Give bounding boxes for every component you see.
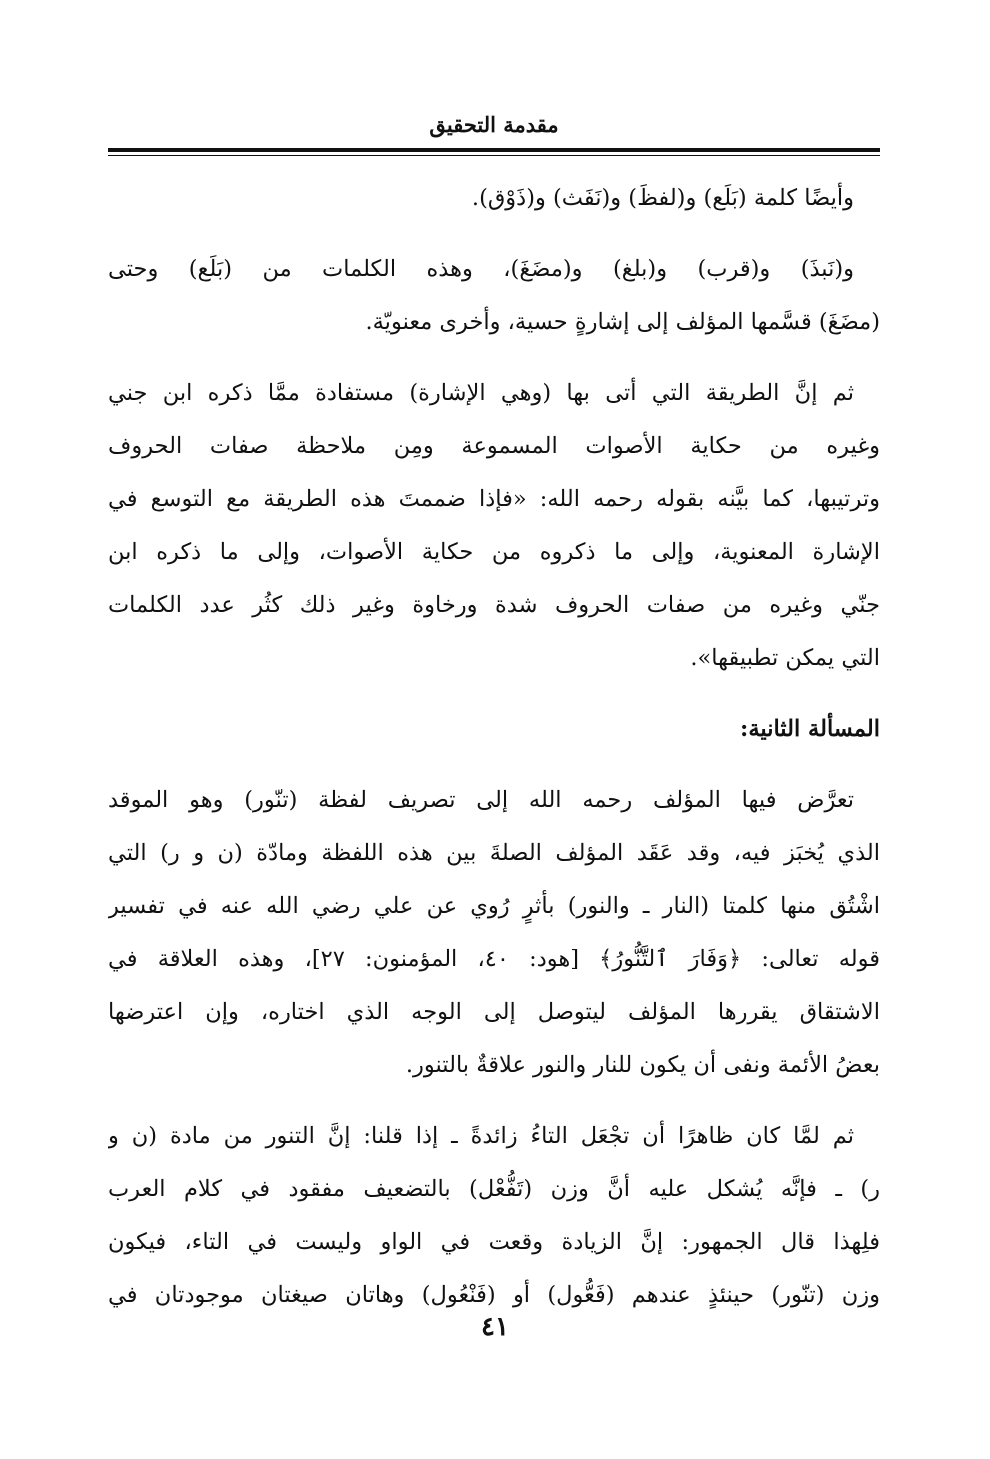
- text-line: فلِهذا قال الجمهور: إنَّ الزيادة وقعت في الواو وليست في التاء، فيكون: [108, 1229, 880, 1255]
- text-line: ر) ـ فإنَّه يُشكل عليه أنَّ وزن (تَفُّعْل) بالتضعيف مفقود في كلام العرب: [108, 1176, 880, 1202]
- header-rule-thin: [108, 155, 880, 156]
- text-line: المسألة الثانية:: [740, 716, 880, 742]
- text-line: ثم لمَّا كان ظاهرًا أن تجْعَل التاءُ زائدةً ـ إذا قلنا: إنَّ التنور من مادة (ن و: [108, 1123, 854, 1149]
- running-header: مقدمة التحقيق: [429, 112, 559, 137]
- text-line: و(نَبذَ) و(قرب) و(بلغ) و(مضَغَ)، وهذه الكلمات من (بَلَع) وحتى: [108, 256, 854, 282]
- text-line: وترتيبها، كما بيَّنه بقوله رحمه الله: «فإذا ضممتَ هذه الطريقة مع التوسع في: [108, 486, 880, 512]
- text-line: بعضُ الأئمة ونفى أن يكون للنار والنور علاقةٌ بالتنور.: [405, 1052, 880, 1078]
- text-line: اشْتُق منها كلمتا (النار ـ والنور) بأثرٍ رُوي عن علي رضي الله عنه في تفسير: [108, 893, 880, 919]
- text-line: الذي يُخبَز فيه، وقد عَقَد المؤلف الصلةَ بين هذه اللفظة ومادّة (ن و ر) التي: [108, 840, 880, 866]
- header-rule-thick: [108, 148, 880, 152]
- text-line: قوله تعالى: ﴿وَفَارَ ٱلتَّنُّورُ﴾ [هود: ٤٠، المؤمنون: ٢٧]، وهذه العلاقة في: [108, 946, 880, 972]
- paragraph: [108, 1110, 880, 1322]
- paragraph: [108, 172, 880, 225]
- text-line: الإشارة المعنوية، وإلى ما ذكروه من حكاية الأصوات، وإلى ما ذكره ابن: [108, 539, 880, 565]
- text-line: وأيضًا كلمة (بَلَع) و(لفظَ) و(نَفَث) و(ذَوْق).: [471, 185, 854, 211]
- text-line: التي يمكن تطبيقها».: [690, 645, 880, 671]
- paragraph: [108, 367, 880, 685]
- paragraph: [108, 243, 880, 349]
- text-line: الاشتقاق يقررها المؤلف ليتوصل إلى الوجه الذي اختاره، وإن اعترضها: [108, 999, 880, 1025]
- text-line: وغيره من حكاية الأصوات المسموعة ومِن ملاحظة صفات الحروف: [108, 433, 880, 459]
- text-line: ثم إنَّ الطريقة التي أتى بها (وهي الإشارة) مستفادة ممَّا ذكره ابن جني: [108, 380, 854, 406]
- text-line: (مضَغَ) قسَّمها المؤلف إلى إشارةٍ حسية، وأخرى معنويّة.: [365, 309, 880, 335]
- page-body: [108, 172, 880, 1340]
- text-line: وزن (تنّور) حينئذٍ عندهم (فَعُّول) أو (فَنْعُول) وهاتان صيغتان موجودتان في: [108, 1282, 880, 1308]
- section-heading: [108, 703, 880, 756]
- text-line: تعرَّض فيها المؤلف رحمه الله إلى تصريف لفظة (تنّور) وهو الموقد: [108, 787, 854, 813]
- page-number: ٤١: [481, 1312, 509, 1342]
- paragraph: [108, 774, 880, 1092]
- text-line: جنّي وغيره من صفات الحروف شدة ورخاوة وغير ذلك كثُر عدد الكلمات: [108, 592, 880, 618]
